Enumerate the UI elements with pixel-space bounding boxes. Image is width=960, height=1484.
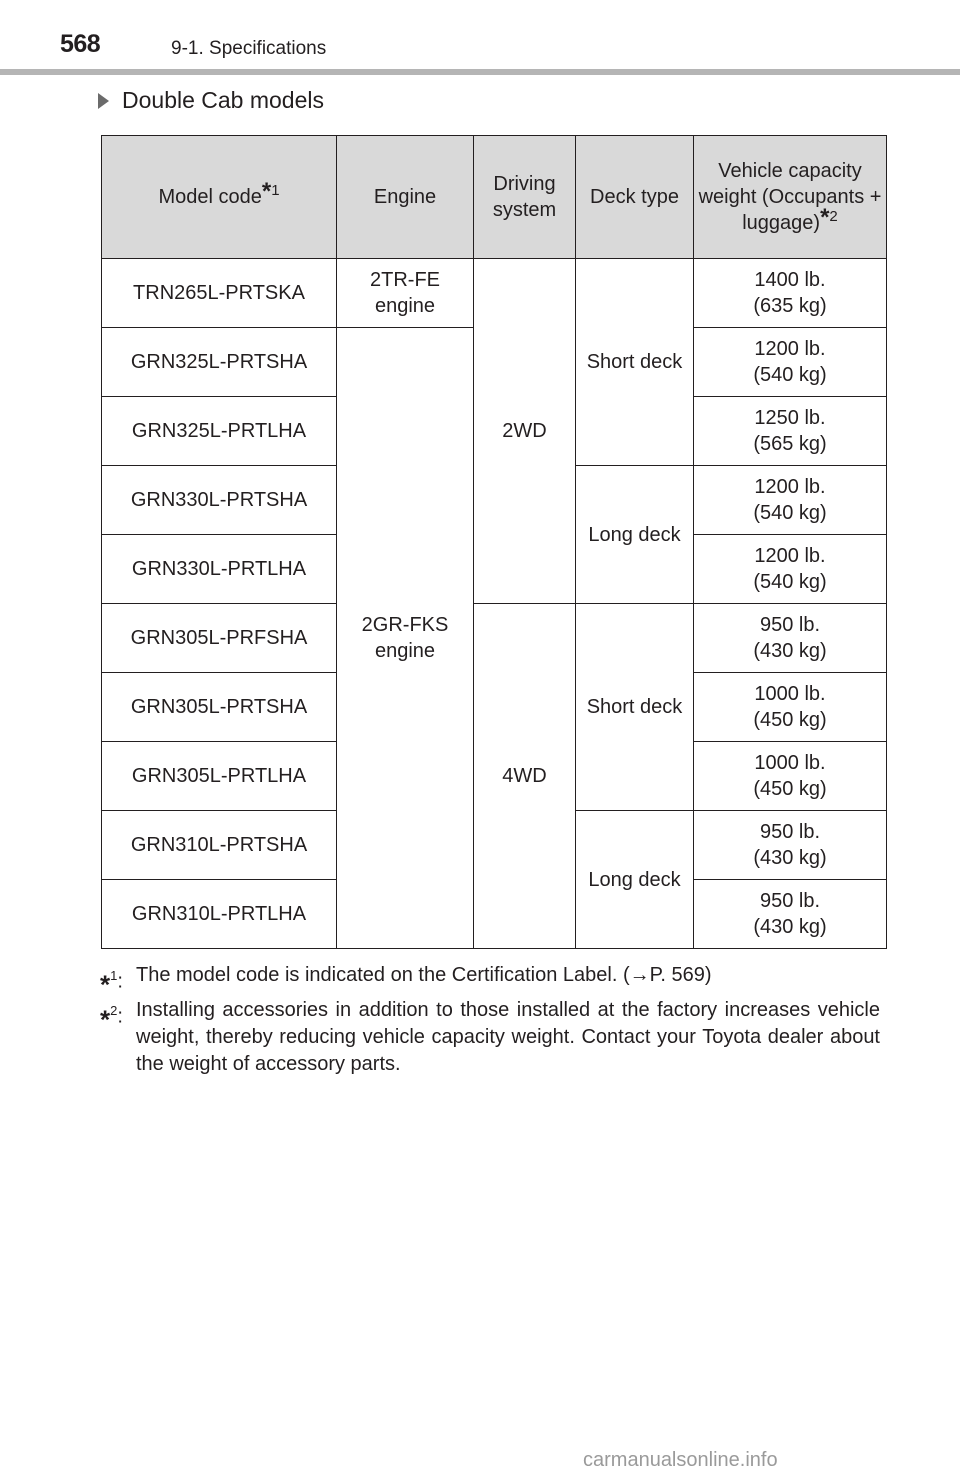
footnote-2 [100, 997, 880, 1078]
capacity-cell: 950 lb. (430 kg) [694, 604, 887, 673]
capacity-cell: 1250 lb. (565 kg) [694, 397, 887, 466]
model-code-cell: GRN305L-PRTLHA [102, 742, 337, 811]
header-rule [0, 69, 960, 75]
section-title: 9-1. Specifications [171, 38, 327, 59]
engine-cell: 2TR-FE engine [337, 259, 474, 328]
capacity-cell: 1400 lb. (635 kg) [694, 259, 887, 328]
deck-type-cell: Long deck [576, 811, 694, 949]
footnote-text: The model code is indicated on the Certification Label. (→P. 569) [136, 964, 712, 986]
footnote-1 [100, 962, 880, 1000]
model-code-cell: GRN310L-PRTLHA [102, 880, 337, 949]
model-code-cell: GRN325L-PRTSHA [102, 328, 337, 397]
model-code-cell: GRN310L-PRTSHA [102, 811, 337, 880]
subsection-heading [98, 87, 324, 114]
footnote-marker: *$^2$: [100, 1003, 123, 1035]
model-code-cell: GRN330L-PRTLHA [102, 535, 337, 604]
capacity-cell: 950 lb. (430 kg) [694, 811, 887, 880]
capacity-cell: 1200 lb. (540 kg) [694, 535, 887, 604]
header-model-code: Model code$^{*1}$ [102, 136, 337, 259]
deck-type-cell: Short deck [576, 604, 694, 811]
footnote-text: Installing accessories in addition to those installed at the factory increases vehicle weight, thereby reducing vehicle capacity weight. Contact your Toyota dealer about the weight of accessory parts. [136, 999, 880, 1075]
deck-type-cell: Short deck [576, 259, 694, 466]
header-capacity: Vehicle capacity weight (Occupants + luggage)$^{*2}$ [694, 136, 887, 259]
table-row [102, 604, 887, 673]
watermark: carmanualsonline.info [583, 1449, 778, 1471]
model-code-cell: GRN305L-PRFSHA [102, 604, 337, 673]
capacity-cell: 1000 lb. (450 kg) [694, 742, 887, 811]
table-header-row [102, 136, 887, 259]
header-deck-type: Deck type [576, 136, 694, 259]
capacity-cell: 950 lb. (430 kg) [694, 880, 887, 949]
capacity-cell: 1200 lb. (540 kg) [694, 328, 887, 397]
model-code-cell: TRN265L-PRTSKA [102, 259, 337, 328]
deck-type-cell: Long deck [576, 466, 694, 604]
capacity-cell: 1200 lb. (540 kg) [694, 466, 887, 535]
capacity-cell: 1000 lb. (450 kg) [694, 673, 887, 742]
page-number: 568 [60, 30, 101, 58]
engine-cell: 2GR-FKS engine [337, 328, 474, 949]
table-row [102, 259, 887, 328]
header-driving-system: Driving system [474, 136, 576, 259]
subsection-title: Double Cab models [122, 87, 325, 113]
model-code-cell: GRN325L-PRTLHA [102, 397, 337, 466]
triangle-bullet-icon [98, 93, 109, 109]
model-code-cell: GRN330L-PRTSHA [102, 466, 337, 535]
specifications-table [101, 135, 887, 949]
footnote-marker: *$^1$: [100, 968, 123, 1000]
driving-system-cell: 4WD [474, 604, 576, 949]
model-code-cell: GRN305L-PRTSHA [102, 673, 337, 742]
driving-system-cell: 2WD [474, 259, 576, 604]
header-engine: Engine [337, 136, 474, 259]
